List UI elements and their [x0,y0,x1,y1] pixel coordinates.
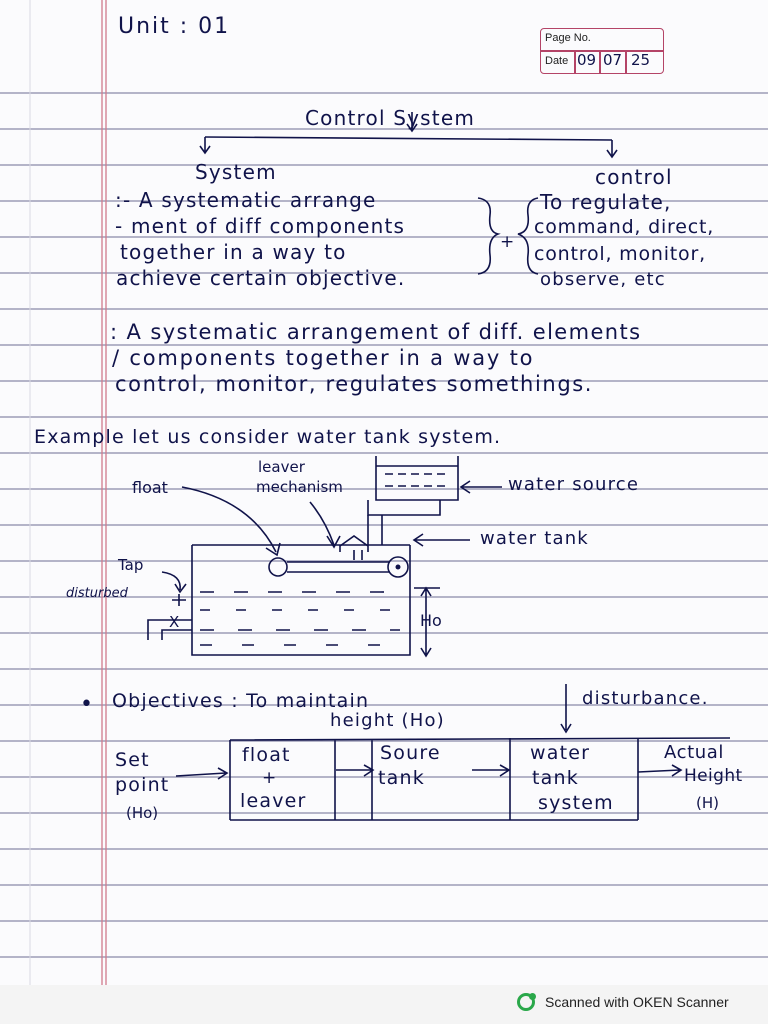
date-month: 07 [603,51,623,69]
label-x: X [169,613,180,631]
system-def-line-4: achieve certain objective. [116,266,406,290]
block-2-line-1: Soure [380,742,441,764]
output-line-3: (H) [696,794,719,812]
block-1-line-1: float [242,744,291,766]
date-day: 09 [577,51,597,69]
label-mechanism: mechanism [256,478,343,496]
combined-def-line-3: control, monitor, regulates somethings. [115,372,594,396]
label-height: Ho [420,611,442,630]
label-leaver: leaver [258,458,305,476]
block-3-line-3: system [538,792,614,814]
control-def-line-2: command, direct, [534,216,715,238]
objectives-bullet: • [80,692,95,717]
output-line-1: Actual [664,742,724,763]
system-def-line-1: :- A systematic arrange [115,188,377,212]
disturbance-label: disturbance. [582,688,709,709]
combined-def-line-2: / components together in a way to [112,346,535,370]
block-1-line-2: + [262,768,278,788]
block-2-line-2: tank [378,767,425,789]
scanner-watermark [517,990,729,1014]
date-label: Date [545,55,569,67]
system-def-line-3: together in a way to [120,240,347,264]
combined-def-line-1: : A systematic arrangement of diff. elements [110,320,642,344]
oken-logo-icon [517,993,535,1011]
label-water-tank: water tank [480,528,589,549]
label-water-source: water source [508,474,640,495]
control-def-line-4: observe, etc [540,269,666,290]
objectives-height: height (Ho) [330,710,445,731]
input-line-3: (Ho) [126,804,159,822]
label-float: float [132,478,168,497]
branch-control: control [595,165,673,189]
block-3-line-2: tank [532,767,579,789]
example-intro: Example let us consider water tank system. [34,426,502,448]
system-def-line-2: - ment of diff components [115,214,406,238]
plus-sign: + [500,232,516,252]
date-year: 25 [631,51,651,69]
page-title: Control System [305,106,476,130]
objectives-label: Objectives : To maintain [112,690,370,712]
label-tap: Tap [118,556,144,574]
control-def-line-3: control, monitor, [534,243,706,265]
block-1-line-3: leaver [240,790,307,812]
unit-heading: Unit : 01 [118,14,231,39]
branch-system: System [195,160,277,184]
control-def-line-1: To regulate, [540,190,672,214]
page-no-label: Page No. [545,32,591,44]
input-line-2: point [115,774,170,796]
block-3-line-1: water [530,742,591,764]
input-line-1: Set [115,749,150,771]
label-disturbed: disturbed [66,586,128,601]
scanner-watermark-text: Scanned with OKEN Scanner [545,994,729,1010]
output-line-2: Height [684,766,743,786]
